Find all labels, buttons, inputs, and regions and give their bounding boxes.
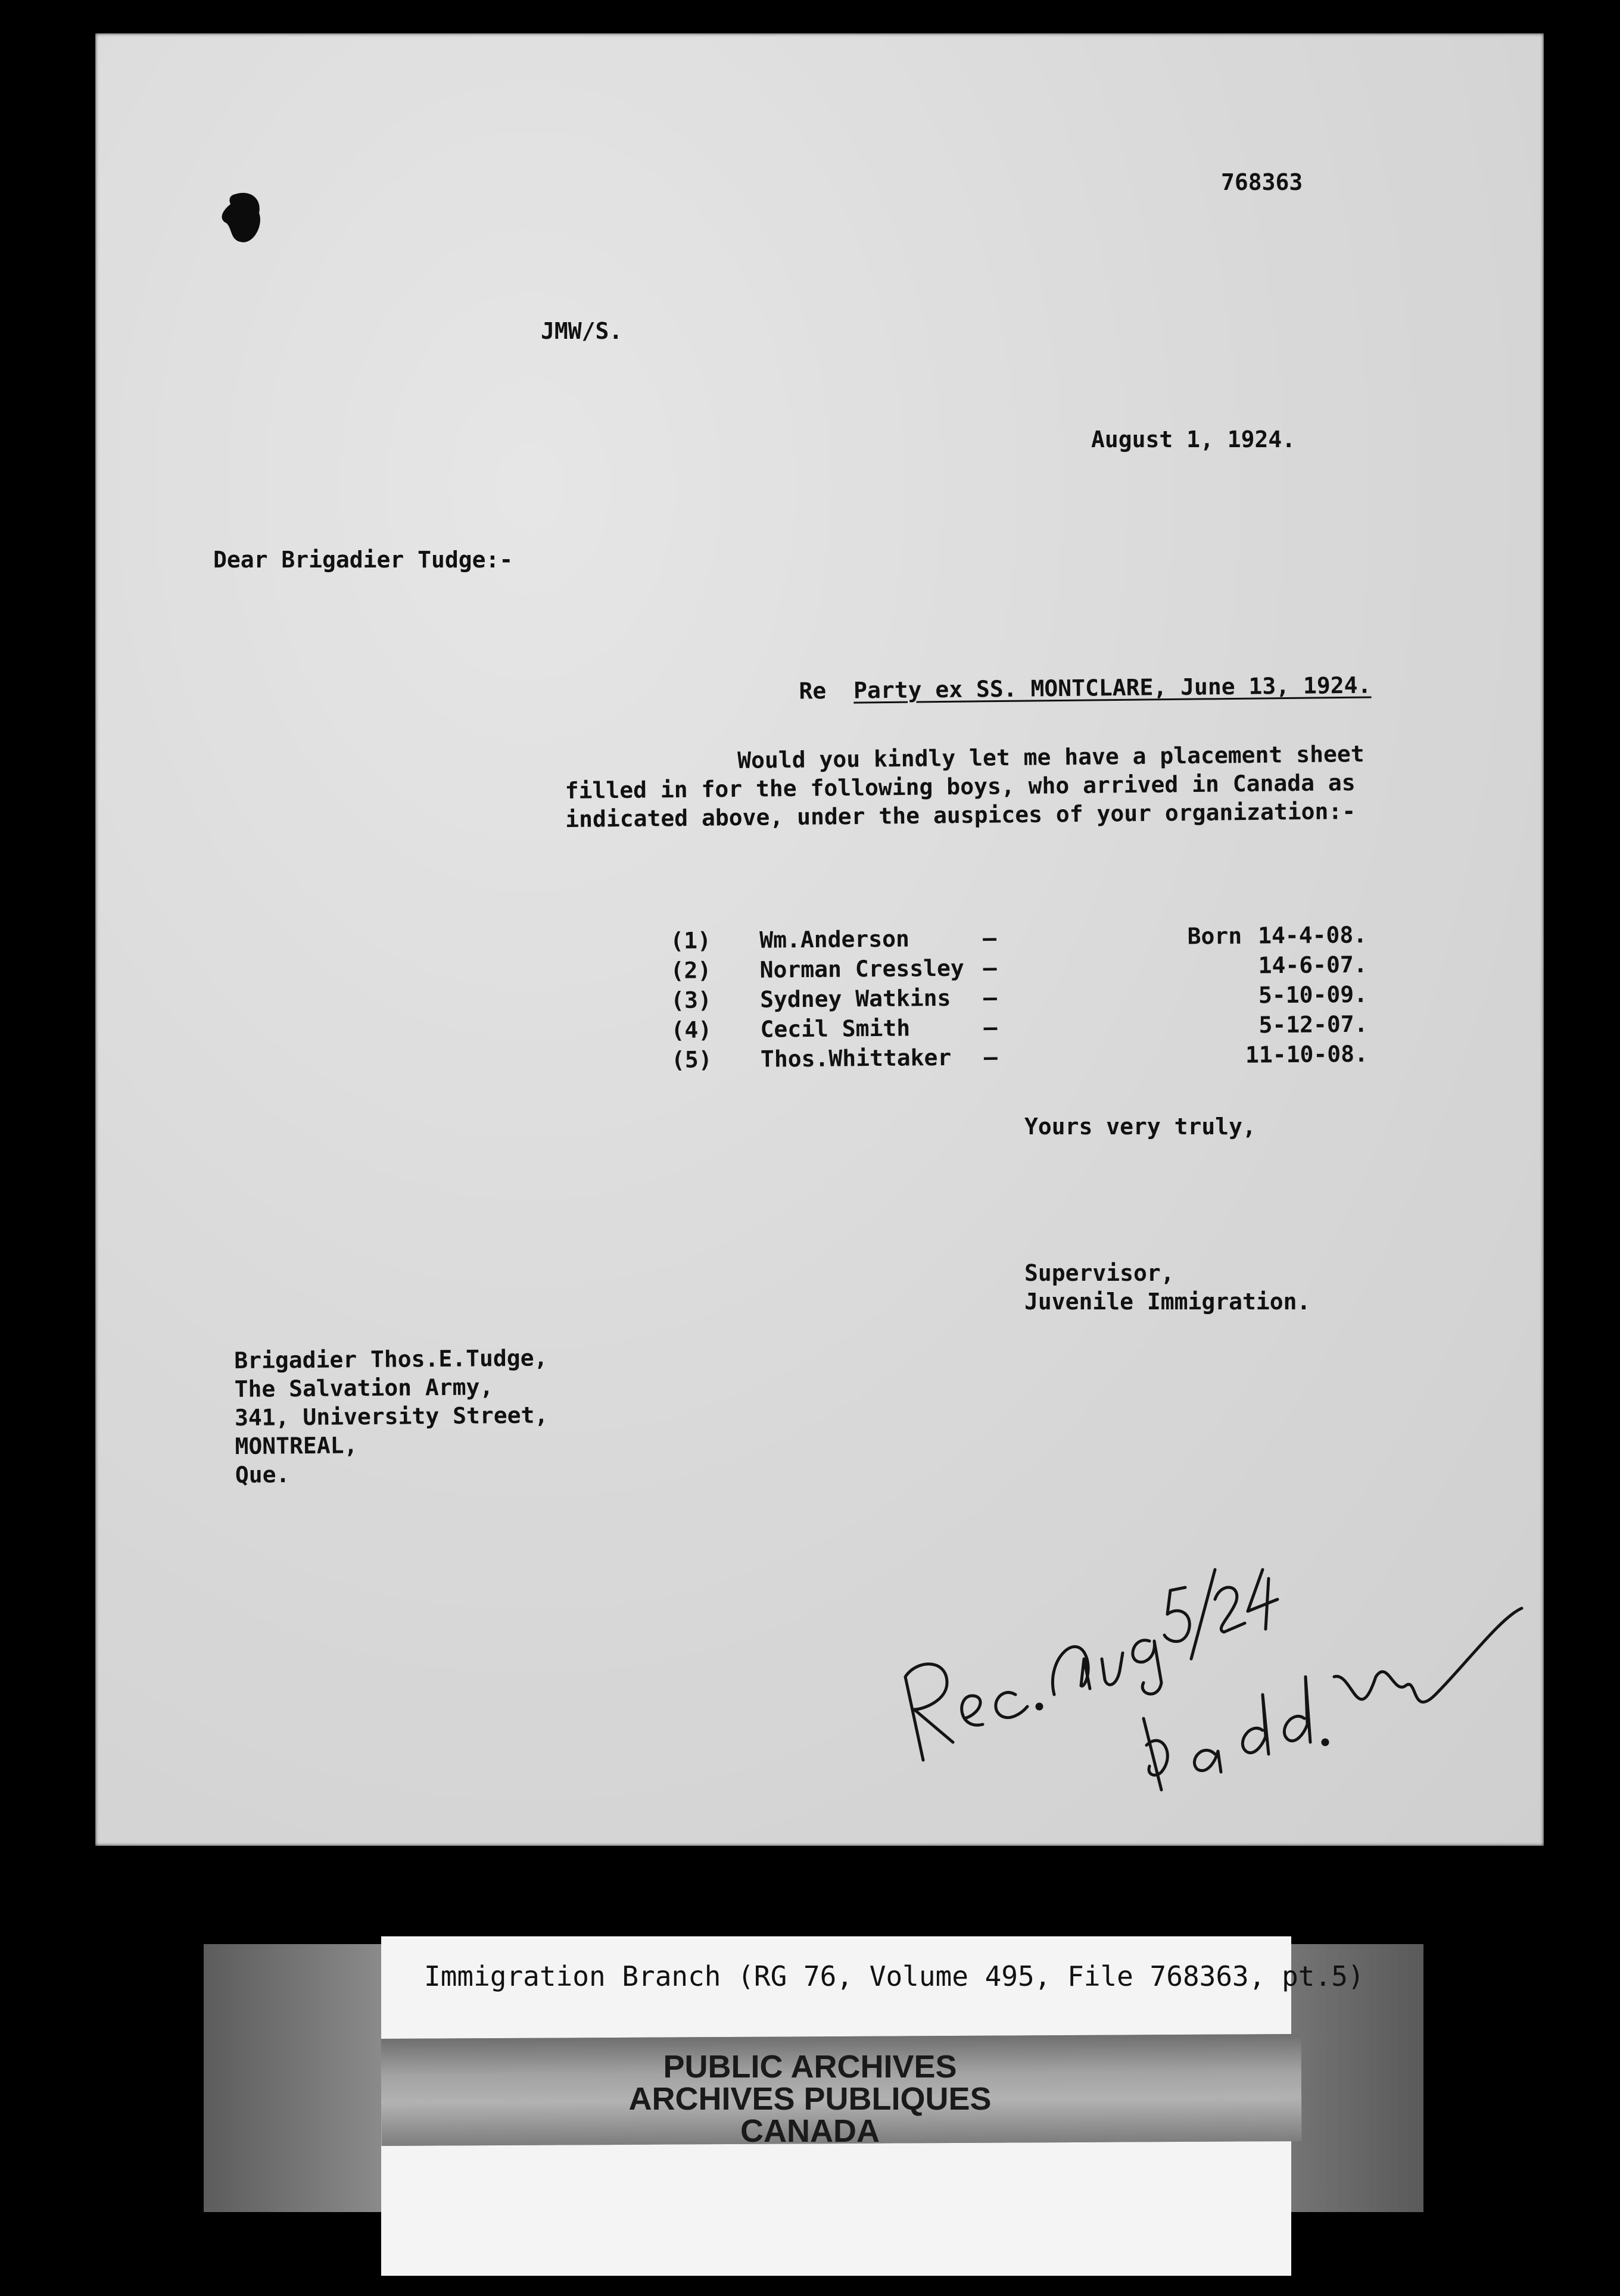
letter-page — [95, 33, 1544, 1846]
ink-blot — [217, 189, 265, 249]
address-line: MONTREAL, — [235, 1432, 358, 1459]
address-line: The Salvation Army, — [234, 1374, 494, 1402]
body-line: indicated above, under the auspices of your organization:- — [565, 798, 1356, 832]
body-line: Would you kindly let me have a placement sheet — [737, 740, 1364, 773]
letter-date: August 1, 1924. — [1091, 426, 1296, 453]
signature-department: Juvenile Immigration. — [1024, 1289, 1311, 1315]
closing: Yours very truly, — [1024, 1113, 1256, 1140]
letter-body — [565, 738, 1518, 834]
address-line: 341, University Street, — [234, 1402, 549, 1431]
archive-stamp-line: CANADA — [740, 2113, 880, 2149]
archive-stamp-line: PUBLIC ARCHIVES — [663, 2049, 957, 2085]
address-line: Que. — [235, 1461, 290, 1488]
handwritten-annotation — [881, 1480, 1525, 1814]
reference-initials: JMW/S. — [541, 318, 623, 344]
address-line: Brigadier Thos.E.Tudge, — [234, 1344, 548, 1374]
re-line — [744, 642, 1372, 734]
re-label: Re — [799, 678, 827, 704]
signature-title: Supervisor, — [1024, 1260, 1174, 1286]
file-number: 768363 — [1221, 169, 1303, 195]
boys-list — [670, 921, 1369, 1075]
body-line: filled in for the following boys, who arrived in Canada as — [565, 769, 1356, 804]
archive-source-label: Immigration Branch (RG 76, Volume 495, File 768363, pt.5) — [424, 1960, 1364, 1992]
re-subject: Party ex SS. MONTCLARE, June 13, 1924. — [853, 672, 1372, 704]
archive-stamp-line: ARCHIVES PUBLIQUES — [628, 2081, 992, 2117]
recipient-address — [234, 1343, 549, 1489]
salutation: Dear Brigadier Tudge:- — [213, 547, 513, 573]
